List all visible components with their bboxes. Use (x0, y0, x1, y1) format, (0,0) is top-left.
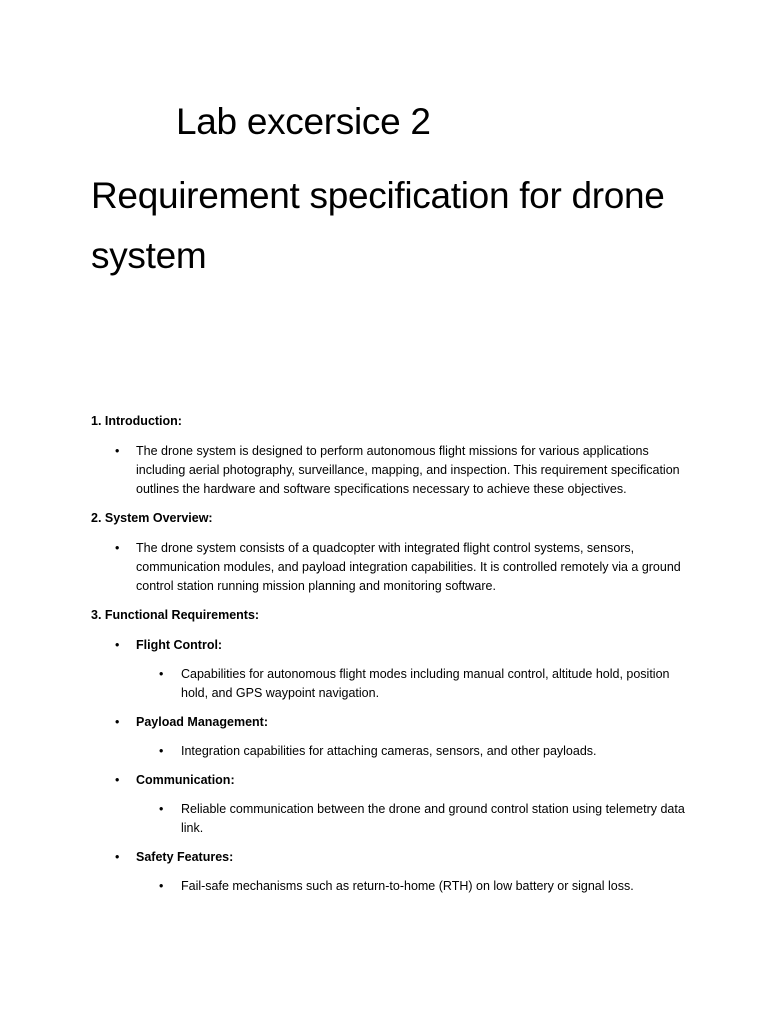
section-title-system-overview: 2. System Overview: (91, 511, 213, 525)
list-item-safety-features (91, 848, 691, 867)
list-item-text: Fail-safe mechanisms such as return-to-home (RTH) on low battery or signal loss. (181, 879, 634, 893)
bullet-icon: • (159, 879, 164, 893)
list-item-text: Integration capabilities for attaching cameras, sensors, and other payloads. (181, 744, 597, 758)
list-item-communication-detail (91, 800, 691, 838)
list-item-payload-management-detail (91, 742, 691, 761)
list-item-payload-management (91, 713, 691, 732)
list-item-text: Reliable communication between the drone and ground control station using telemetry data link. (181, 802, 685, 835)
list-item-flight-control-detail (91, 665, 691, 703)
section-title-functional-requirements: 3. Functional Requirements: (91, 608, 260, 622)
list-item-label: Safety Features: (136, 850, 234, 864)
list-item-label: Payload Management: (136, 715, 268, 729)
bullet-icon: • (159, 802, 164, 816)
list-item-text: The drone system consists of a quadcopter with integrated flight control systems, sensors, communication modules, and payload integration capabilities. It is controlled remotely via a ground control station running mission planning and monitoring software. (136, 541, 681, 593)
bullet-icon: • (115, 850, 120, 864)
list-item-label: Communication: (136, 773, 235, 787)
document-body (91, 412, 691, 906)
bullet-icon: • (115, 541, 120, 555)
list-item-introduction (91, 442, 691, 499)
list-item-communication (91, 771, 691, 790)
bullet-icon: • (159, 667, 164, 681)
list-item-text: The drone system is designed to perform autonomous flight missions for various applications including aerial photography, surveillance, mapping, and inspection. This requirement specification outlines the hardware and software specifications necessary to achieve these objectives. (136, 444, 680, 496)
bullet-icon: • (115, 638, 120, 652)
list-item-label: Flight Control: (136, 638, 223, 652)
list-item-flight-control (91, 636, 691, 655)
main-heading: Requirement specification for drone system (91, 175, 665, 276)
list-item-text: Capabilities for autonomous flight modes including manual control, altitude hold, position hold, and GPS waypoint navigation. (181, 667, 670, 700)
section-title-introduction: 1. Introduction: (91, 414, 182, 428)
bullet-icon: • (115, 444, 120, 458)
list-item-system-overview (91, 539, 691, 596)
bullet-icon: • (115, 715, 120, 729)
lab-title: Lab excersice 2 (176, 101, 431, 142)
bullet-icon: • (115, 773, 120, 787)
bullet-icon: • (159, 744, 164, 758)
list-item-safety-features-detail (91, 877, 691, 896)
